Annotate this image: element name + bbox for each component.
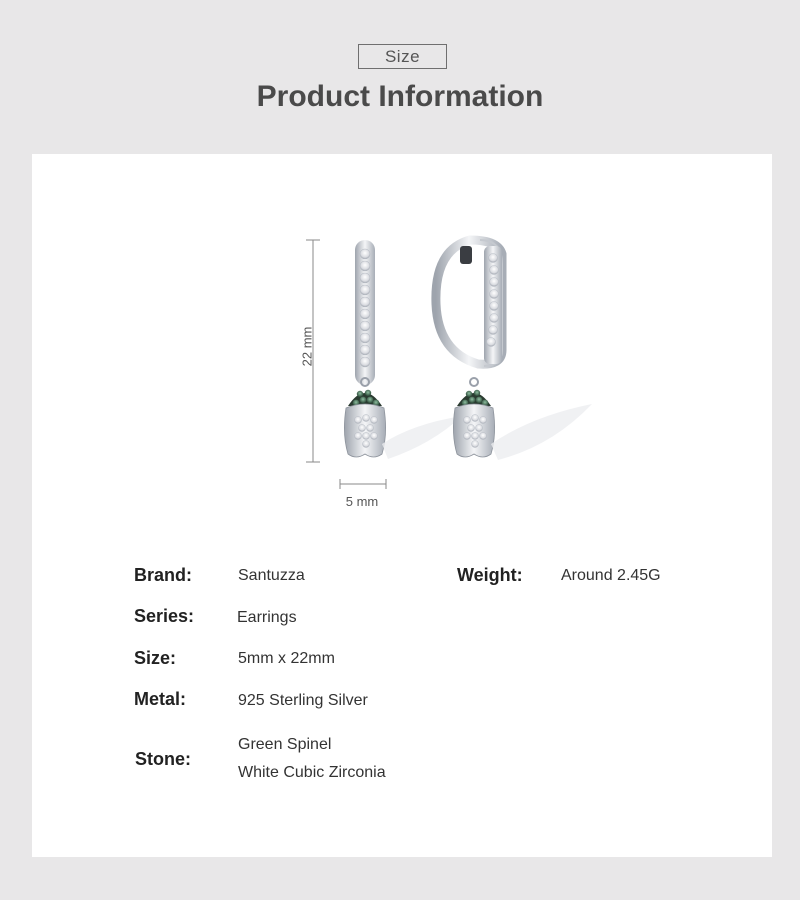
earring-side-view: [344, 240, 462, 459]
brand-label: Brand:: [134, 565, 192, 585]
metal-value: 925 Sterling Silver: [238, 692, 368, 709]
width-dimension-label: 5 mm: [345, 494, 379, 509]
page-title: Product Information: [256, 80, 544, 113]
series-value: Earrings: [237, 609, 297, 626]
height-dimension-label: 22 mm: [299, 326, 315, 367]
weight-label: Weight:: [457, 565, 523, 585]
earring-front-view: [436, 240, 592, 460]
stone-value-2: White Cubic Zirconia: [238, 764, 386, 781]
size-value: 5mm x 22mm: [238, 650, 335, 667]
size-tag: Size: [358, 44, 447, 69]
brand-value: Santuzza: [238, 567, 305, 584]
weight-value: Around 2.45G: [561, 567, 661, 584]
earrings-illustration: [32, 154, 772, 534]
metal-label: Metal:: [134, 689, 187, 709]
stone-label: Stone:: [135, 749, 191, 769]
size-label: Size:: [134, 648, 177, 668]
width-dimension-line: [340, 479, 386, 489]
stone-value-1: Green Spinel: [238, 736, 332, 753]
product-card: [32, 154, 772, 857]
series-label: Series:: [134, 606, 195, 626]
